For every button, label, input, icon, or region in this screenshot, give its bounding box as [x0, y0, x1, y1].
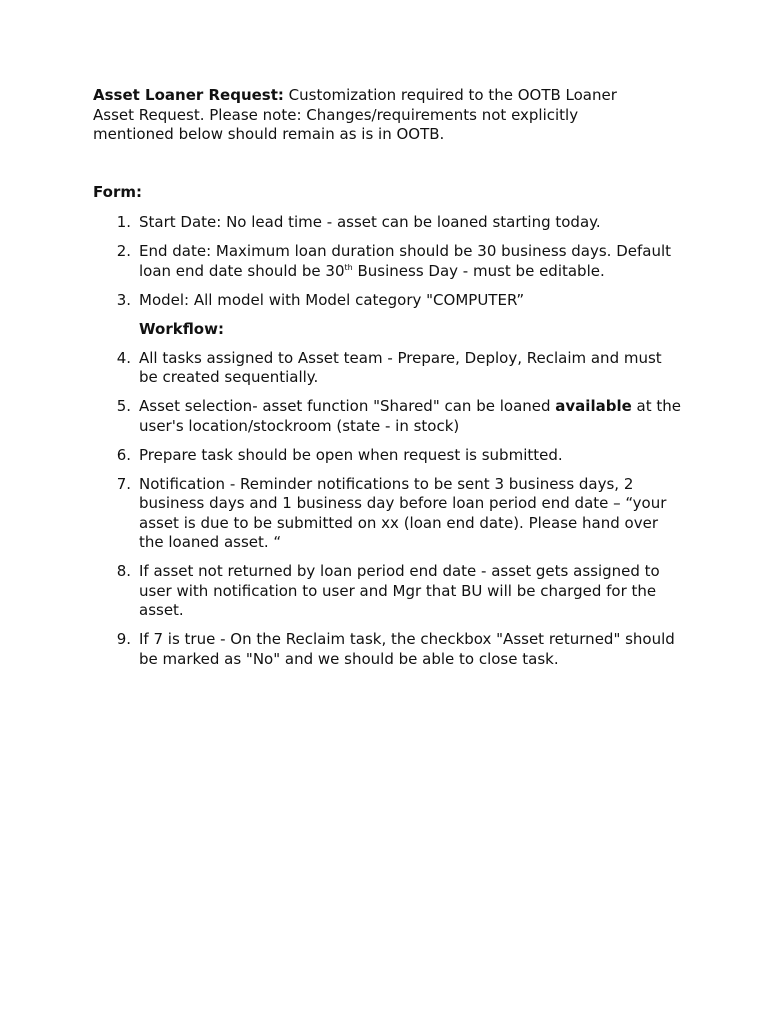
- list-item: [93, 630, 683, 669]
- item-text-part: Asset selection- asset function "Shared" can be loaned: [139, 397, 556, 415]
- ordinal-superscript: th: [344, 262, 353, 272]
- item-number: 1.: [116, 213, 131, 231]
- list-item: [93, 291, 683, 311]
- item-text: Start Date: No lead time - asset can be loaned starting today.: [139, 213, 601, 231]
- item-number: 6.: [116, 445, 131, 464]
- bold-word: available: [555, 397, 632, 415]
- item-number: 4.: [116, 348, 131, 367]
- list-item: [93, 213, 683, 233]
- list-item: [93, 397, 683, 436]
- item-text: If asset not returned by loan period end date - asset gets assigned to user with notification to user and Mgr that BU will be charged for the asset.: [139, 562, 660, 619]
- item-text-part: Business Day - must be editable.: [352, 261, 605, 280]
- intro-label: Asset Loaner Request:: [93, 86, 284, 104]
- item-text: [139, 242, 683, 281]
- item-text: All tasks assigned to Asset team - Prepare, Deploy, Reclaim and must be created sequentially.: [139, 348, 662, 386]
- item-number: 5.: [116, 397, 131, 415]
- item-number: 2.: [116, 242, 131, 260]
- requirements-list: [93, 213, 683, 679]
- intro-text: Customization required to the OOTB Loaner Asset Request. Please note: Changes/requirements not explicitly mentioned below should remain as is in OOTB.: [93, 86, 617, 143]
- list-item: [93, 242, 683, 281]
- item-text: Prepare task should be open when request is submitted.: [139, 445, 563, 464]
- item-number: 7.: [116, 474, 131, 493]
- list-item: [93, 446, 683, 466]
- item-text-part: at the user's location/stockroom (state - in stock): [139, 397, 681, 435]
- workflow-heading: Workflow:: [139, 319, 224, 338]
- form-heading: Form:: [93, 183, 142, 201]
- item-number: 9.: [116, 630, 131, 648]
- list-item: [93, 562, 683, 621]
- item-text: Model: All model with Model category "COMPUTER”: [139, 290, 525, 309]
- item-number: 3.: [116, 290, 131, 309]
- item-text: If 7 is true - On the Reclaim task, the checkbox "Asset returned" should be marked as "No" and we should be able to close task.: [139, 630, 675, 668]
- list-item: [93, 349, 683, 388]
- item-text: [139, 397, 683, 436]
- item-number: 8.: [116, 562, 131, 580]
- intro-paragraph: [93, 86, 653, 145]
- item-text: Notification - Reminder notifications to be sent 3 business days, 2 business days and 1 business day before loan period end date – “your asset is due to be submitted on xx (loan end date). Please hand over the loaned asset. “: [139, 474, 667, 551]
- item-text-part: End date: Maximum loan duration should be 30 business days. Default loan end date should be 30: [139, 242, 672, 280]
- list-item: [93, 475, 683, 553]
